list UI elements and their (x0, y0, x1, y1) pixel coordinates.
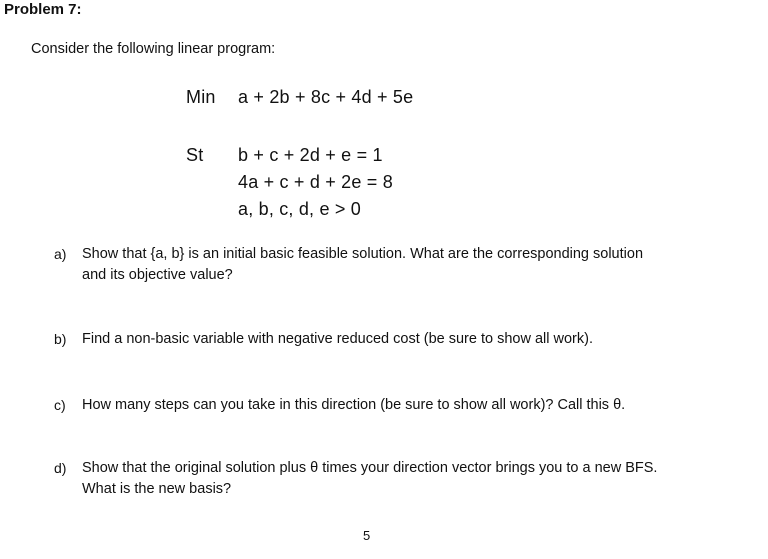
question-a-line-2: and its objective value? (82, 267, 233, 283)
problem-intro: Consider the following linear program: (31, 41, 276, 57)
question-b-label: b) (54, 331, 67, 347)
constraint-1: b + c + 2d + e = 1 (238, 145, 383, 165)
problem-title: Problem 7: (4, 1, 82, 18)
question-d-line-1: Show that the original solution plus θ times your direction vector brings you to a new BFS. (82, 460, 658, 476)
page-number: 5 (363, 528, 371, 543)
question-d-line-2: What is the new basis? (82, 481, 232, 497)
question-a-line-1: Show that {a, b} is an initial basic feasible solution. What are the corresponding solution (82, 246, 644, 262)
question-b-line-1: Find a non-basic variable with negative reduced cost (be sure to show all work). (82, 331, 593, 347)
objective-function: a + 2b + 8c + 4d + 5e (238, 87, 414, 107)
question-d-label: d) (54, 460, 67, 476)
constraint-2: 4a + c + d + 2e = 8 (238, 172, 393, 192)
question-a-label: a) (54, 246, 67, 262)
question-c-line-1: How many steps can you take in this direction (be sure to show all work)? Call this θ. (82, 397, 626, 413)
question-c-label: c) (54, 397, 66, 413)
min-label: Min (186, 87, 216, 107)
st-label: St (186, 145, 204, 165)
constraint-3: a, b, c, d, e > 0 (238, 199, 361, 219)
